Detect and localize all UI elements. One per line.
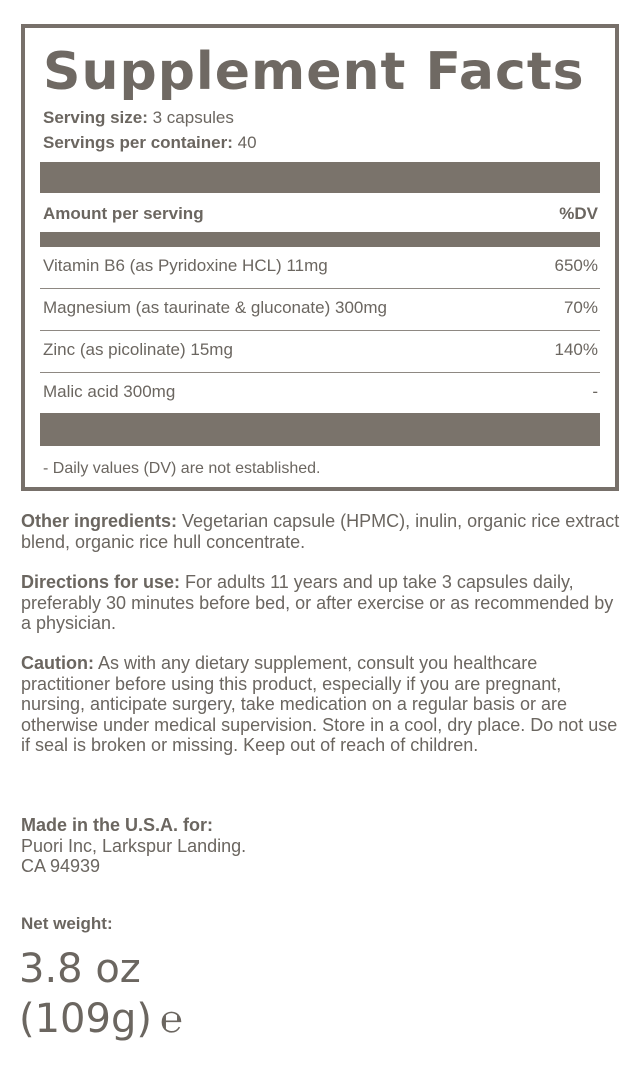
divider-bar: [40, 232, 600, 247]
net-weight-oz: 3.8 oz: [19, 946, 141, 992]
nutrient-row: [40, 247, 600, 289]
caution-text: As with any dietary supplement, consult you healthcare practitioner before using this product, especially if you are pregnant, nursing, anticipate surgery, take medication on a regular basis or are otherwise under medical supervision. Store in a cool, dry place. Do not use if seal is broken or missing. Keep out of reach of children.: [21, 653, 618, 755]
serving-size: [43, 107, 234, 129]
serving-size-value: 3 capsules: [152, 108, 234, 127]
made-in-label: Made in the U.S.A. for:: [21, 815, 214, 835]
net-weight-label: Net weight:: [21, 914, 113, 933]
directions-for-use: [21, 572, 621, 634]
net-weight-grams-line: [19, 994, 183, 1044]
nutrient-dv: -: [592, 382, 598, 401]
servings-label: Servings per container:: [43, 133, 233, 152]
manufacturer-postal: CA 94939: [21, 856, 101, 876]
nutrient-name: Zinc (as picolinate) 15mg: [43, 340, 233, 359]
servings-per-container: [43, 132, 257, 154]
amount-per-serving-label: Amount per serving: [43, 204, 204, 223]
servings-value: 40: [237, 133, 257, 152]
manufacturer-name: Puori Inc, Larkspur Landing.: [21, 835, 247, 856]
nutrient-name: Magnesium (as taurinate & gluconate) 300mg: [43, 298, 387, 317]
nutrient-dv: 140%: [554, 340, 598, 359]
other-ingredients: [21, 511, 621, 552]
supplement-facts-panel: [21, 24, 619, 491]
directions-text: For adults 11 years and up take 3 capsules daily, preferably 30 minutes before bed, or after exercise or as recommended by a physician.: [21, 572, 614, 633]
dv-footnote: - Daily values (DV) are not established.: [43, 460, 321, 477]
divider-bar: [40, 413, 600, 446]
nutrient-dv: 650%: [554, 256, 598, 275]
other-ingredients-text: Vegetarian capsule (HPMC), inulin, organic rice extract blend, organic rice hull concentrate.: [21, 511, 620, 552]
facts-title: Supplement Facts: [43, 42, 585, 102]
caution: [21, 653, 621, 756]
nutrient-name: Vitamin B6 (as Pyridoxine HCL) 11mg: [43, 256, 328, 275]
nutrient-name: Malic acid 300mg: [43, 382, 176, 401]
net-weight-value: [19, 944, 183, 1044]
nutrient-row: [40, 289, 600, 331]
directions-label: Directions for use:: [21, 572, 181, 592]
dv-header: %DV: [559, 204, 598, 223]
serving-size-label: Serving size:: [43, 108, 148, 127]
nutrient-row: [40, 331, 600, 373]
nutrient-dv: 70%: [563, 298, 598, 317]
caution-label: Caution:: [21, 653, 94, 673]
nutrient-row: [40, 373, 600, 415]
net-weight-grams: (109g): [19, 996, 152, 1042]
other-ingredients-label: Other ingredients:: [21, 511, 178, 531]
amount-header-row: [40, 204, 600, 228]
manufacturer-info: [21, 815, 621, 877]
divider-bar: [40, 162, 600, 193]
estimated-sign-icon: ℮: [159, 997, 183, 1041]
